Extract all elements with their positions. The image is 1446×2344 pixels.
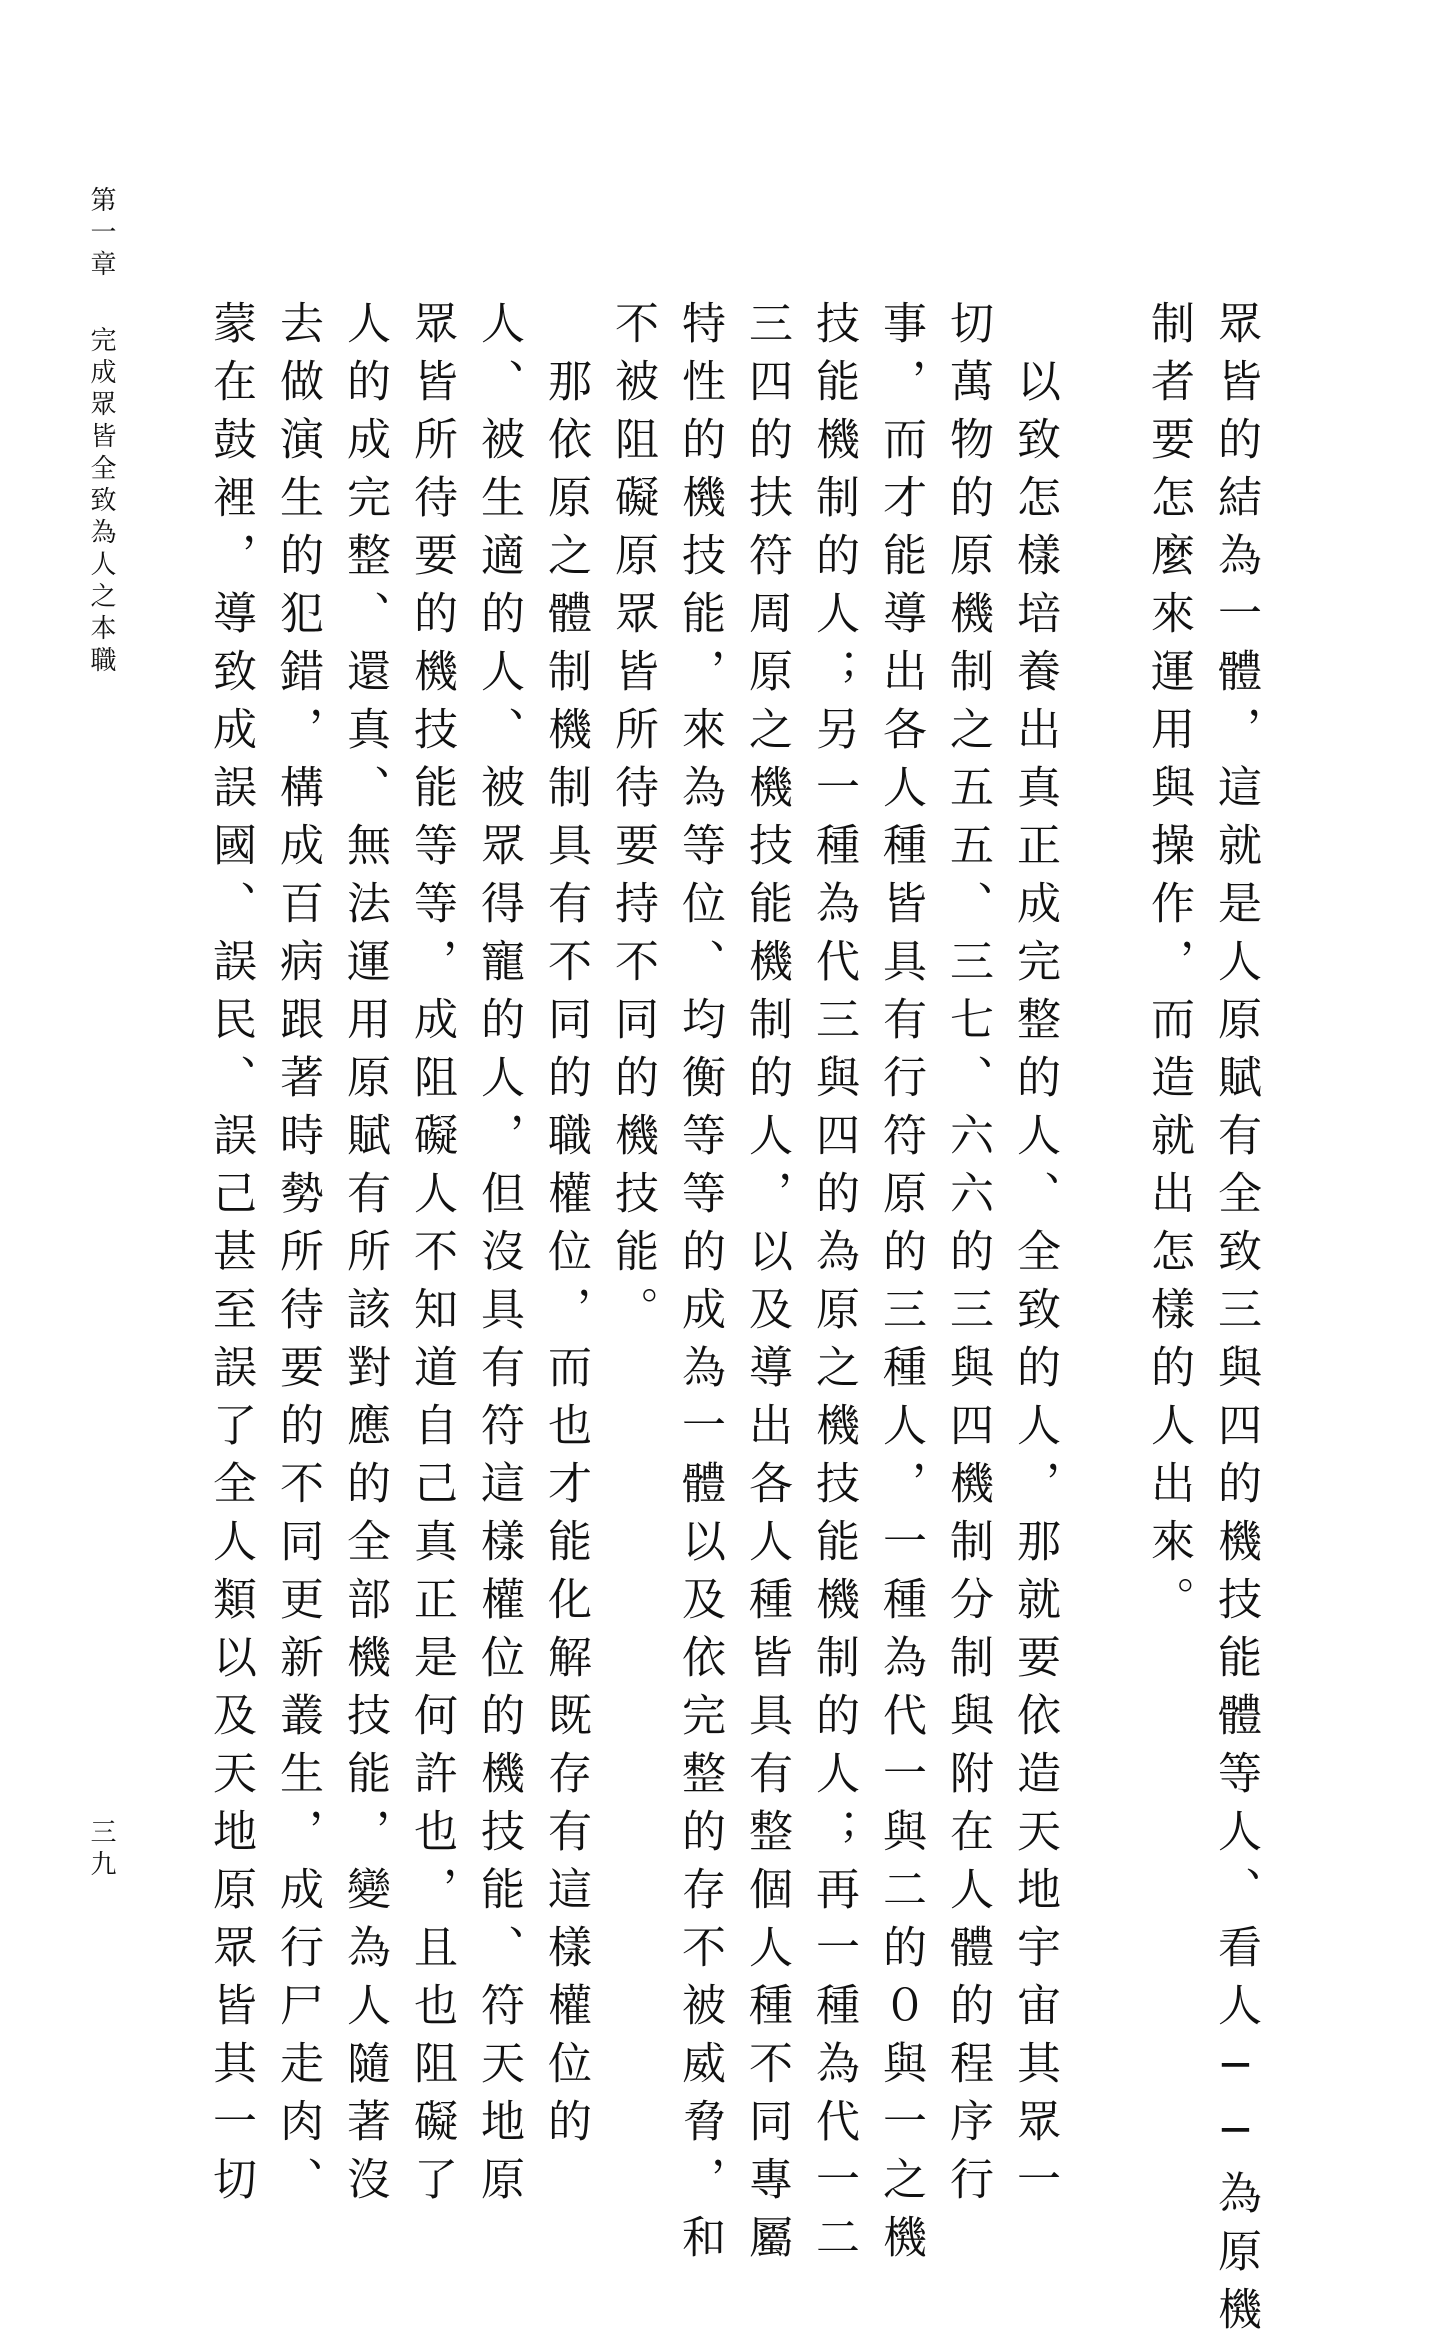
text-column-1: 眾皆的結為一體，這就是人原賦有全致三與四的機技能體等人、看人──為原機 xyxy=(1210,300,1261,2344)
text-column-15: 蒙在鼓裡，導致成誤國、誤民、誤己甚至誤了全人類以及天地原眾皆其一切 xyxy=(205,300,256,2214)
text-column-2: 制者要怎麼來運用與操作，而造就出怎樣的人出來。 xyxy=(1143,300,1194,1634)
page-number: 三九 xyxy=(86,1818,116,1882)
text-column-11: 人、被生適的人、被眾得寵的人，但沒具有符這樣權位的機技能、符天地原 xyxy=(473,300,524,2214)
running-header: 第一章 xyxy=(86,186,116,282)
running-title: 完成眾皆全致為人之本職 xyxy=(86,326,116,678)
text-column-13: 人的成完整、還真、無法運用原賦有所該對應的全部機技能，變為人隨著沒 xyxy=(339,300,390,2214)
text-column-3: 以致怎樣培養出真正成完整的人、全致的人，那就要依造天地宇宙其眾一 xyxy=(1009,300,1060,2214)
text-column-6: 技能機制的人；另一種為代三與四的為原之機技能機制的人；再一種為代一二 xyxy=(808,300,859,2272)
text-column-4: 切萬物的原機制之五五、三七、六六的三與四機制分制與附在人體的程序行 xyxy=(942,300,993,2214)
text-column-14: 去做演生的犯錯，構成百病跟著時勢所待要的不同更新叢生，成行尸走肉、 xyxy=(272,300,323,2214)
text-column-5: 事，而才能導出各人種皆具有行符原的三種人，一種為代一與二的０與一之機 xyxy=(875,300,926,2272)
text-column-8: 特性的機技能，來為等位、均衡等等的成為一體以及依完整的存不被威脅，和 xyxy=(674,300,725,2272)
text-column-10: 那依原之體制機制具有不同的職權位，而也才能化解既存有這樣權位的 xyxy=(540,300,591,2156)
text-column-9: 不被阻礙原眾皆所待要持不同的機技能。 xyxy=(607,300,658,1344)
text-column-7: 三四的扶符周原之機技能機制的人，以及導出各人種皆具有整個人種不同專屬 xyxy=(741,300,792,2272)
text-column-12: 眾皆所待要的機技能等等，成阻礙人不知道自己真正是何許也，且也阻礙了 xyxy=(406,300,457,2214)
